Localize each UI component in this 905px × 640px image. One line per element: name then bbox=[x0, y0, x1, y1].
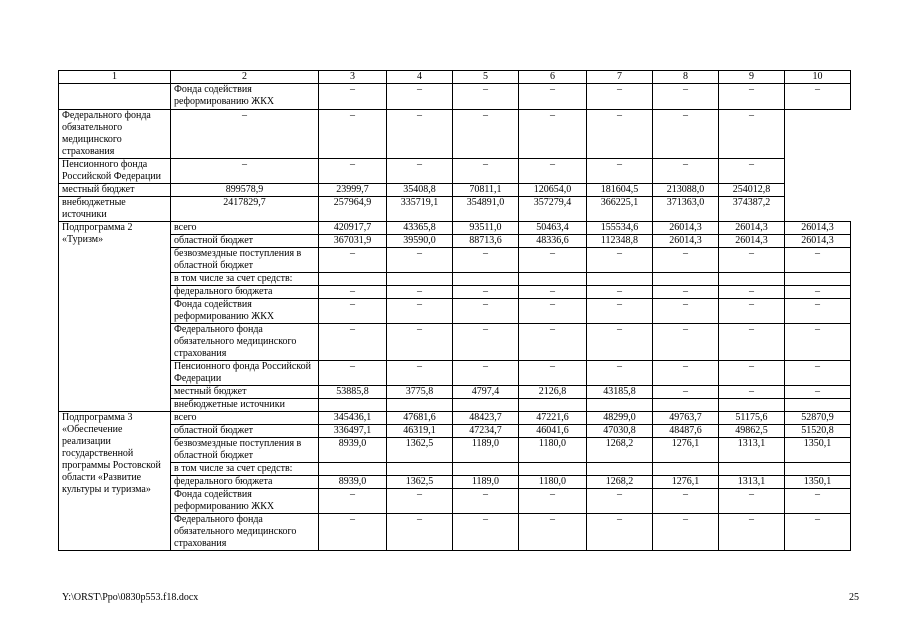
subprogram-cell: Подпрограмма 2 «Туризм» bbox=[59, 222, 171, 412]
value-cell: – bbox=[387, 84, 453, 110]
table-row bbox=[59, 84, 851, 110]
value-cell bbox=[453, 399, 519, 412]
value-cell: 26014,3 bbox=[653, 222, 719, 235]
funding-source-cell: в том числе за счет средств: bbox=[171, 273, 319, 286]
funding-source-cell: Федерального фонда обязательного медицинского страхования bbox=[171, 514, 319, 551]
value-cell: – bbox=[171, 159, 319, 184]
value-cell bbox=[719, 463, 785, 476]
value-cell bbox=[453, 463, 519, 476]
value-cell: – bbox=[719, 386, 785, 399]
value-cell: 47681,6 bbox=[387, 412, 453, 425]
value-cell: – bbox=[785, 361, 851, 386]
value-cell: – bbox=[387, 110, 453, 159]
value-cell: – bbox=[519, 514, 587, 551]
value-cell bbox=[653, 463, 719, 476]
value-cell: – bbox=[519, 286, 587, 299]
value-cell: 335719,1 bbox=[387, 197, 453, 222]
value-cell: 88713,6 bbox=[453, 235, 519, 248]
value-cell: – bbox=[453, 286, 519, 299]
value-cell: – bbox=[519, 248, 587, 273]
value-cell: – bbox=[653, 286, 719, 299]
value-cell: 8939,0 bbox=[319, 476, 387, 489]
subprogram-cell: Подпрограмма 3 «Обеспечение реализации государственной программы Ростовской области «Развитие культуры и туризма» bbox=[59, 412, 171, 551]
value-cell: – bbox=[319, 84, 387, 110]
value-cell: 2417829,7 bbox=[171, 197, 319, 222]
table-row bbox=[59, 412, 851, 425]
value-cell: – bbox=[785, 84, 851, 110]
value-cell bbox=[719, 273, 785, 286]
value-cell: 26014,3 bbox=[719, 235, 785, 248]
value-cell: 48336,6 bbox=[519, 235, 587, 248]
value-cell bbox=[653, 399, 719, 412]
value-cell: 47030,8 bbox=[587, 425, 653, 438]
table-row bbox=[59, 476, 851, 489]
value-cell: 371363,0 bbox=[653, 197, 719, 222]
value-cell: – bbox=[453, 324, 519, 361]
value-cell: 1313,1 bbox=[719, 438, 785, 463]
funding-source-cell: Фонда содействия реформированию ЖКХ bbox=[171, 489, 319, 514]
value-cell: – bbox=[719, 361, 785, 386]
value-cell bbox=[319, 273, 387, 286]
value-cell: 4797,4 bbox=[453, 386, 519, 399]
table-body bbox=[59, 71, 851, 551]
value-cell: 35408,8 bbox=[387, 184, 453, 197]
value-cell: – bbox=[319, 361, 387, 386]
value-cell: – bbox=[719, 84, 785, 110]
value-cell: – bbox=[453, 299, 519, 324]
value-cell: 1180,0 bbox=[519, 438, 587, 463]
value-cell: 213088,0 bbox=[653, 184, 719, 197]
value-cell: – bbox=[785, 514, 851, 551]
value-cell: 1189,0 bbox=[453, 476, 519, 489]
value-cell: – bbox=[453, 159, 519, 184]
value-cell: – bbox=[785, 386, 851, 399]
funding-source-cell: Федерального фонда обязательного медицинского страхования bbox=[59, 110, 171, 159]
funding-source-cell: областной бюджет bbox=[171, 235, 319, 248]
value-cell: 367031,9 bbox=[319, 235, 387, 248]
value-cell: 46041,6 bbox=[519, 425, 587, 438]
header-row bbox=[59, 71, 851, 84]
funding-source-cell: внебюджетные источники bbox=[171, 399, 319, 412]
value-cell: – bbox=[587, 324, 653, 361]
value-cell bbox=[587, 399, 653, 412]
value-cell: – bbox=[519, 159, 587, 184]
table-row bbox=[59, 184, 851, 197]
value-cell: 26014,3 bbox=[785, 235, 851, 248]
value-cell: – bbox=[453, 84, 519, 110]
value-cell bbox=[519, 399, 587, 412]
value-cell: – bbox=[319, 324, 387, 361]
value-cell: 48423,7 bbox=[453, 412, 519, 425]
table-row bbox=[59, 273, 851, 286]
value-cell: – bbox=[719, 248, 785, 273]
value-cell: – bbox=[719, 299, 785, 324]
value-cell: – bbox=[587, 299, 653, 324]
value-cell: 181604,5 bbox=[587, 184, 653, 197]
value-cell: 52870,9 bbox=[785, 412, 851, 425]
value-cell: – bbox=[719, 159, 785, 184]
value-cell: – bbox=[653, 324, 719, 361]
funding-source-cell: Федерального фонда обязательного медицинского страхования bbox=[171, 324, 319, 361]
value-cell: 1350,1 bbox=[785, 476, 851, 489]
value-cell: – bbox=[587, 286, 653, 299]
value-cell: – bbox=[653, 248, 719, 273]
value-cell: 155534,6 bbox=[587, 222, 653, 235]
table-row bbox=[59, 197, 851, 222]
value-cell: – bbox=[453, 110, 519, 159]
header-cell: 6 bbox=[519, 71, 587, 84]
value-cell: – bbox=[453, 489, 519, 514]
value-cell: – bbox=[785, 248, 851, 273]
value-cell: – bbox=[587, 84, 653, 110]
value-cell: 43365,8 bbox=[387, 222, 453, 235]
value-cell: 374387,2 bbox=[719, 197, 785, 222]
value-cell bbox=[387, 273, 453, 286]
value-cell: – bbox=[653, 489, 719, 514]
value-cell: – bbox=[387, 489, 453, 514]
value-cell: – bbox=[453, 248, 519, 273]
table-row bbox=[59, 386, 851, 399]
value-cell: 26014,3 bbox=[653, 235, 719, 248]
value-cell: 1180,0 bbox=[519, 476, 587, 489]
value-cell: 1350,1 bbox=[785, 438, 851, 463]
value-cell: – bbox=[319, 159, 387, 184]
table-row bbox=[59, 235, 851, 248]
page-number: 25 bbox=[849, 592, 859, 603]
value-cell: 366225,1 bbox=[587, 197, 653, 222]
value-cell: 1313,1 bbox=[719, 476, 785, 489]
budget-table bbox=[58, 70, 851, 551]
value-cell: 43185,8 bbox=[587, 386, 653, 399]
value-cell: 26014,3 bbox=[719, 222, 785, 235]
value-cell: 420917,7 bbox=[319, 222, 387, 235]
value-cell bbox=[519, 463, 587, 476]
value-cell: – bbox=[387, 286, 453, 299]
value-cell: – bbox=[785, 324, 851, 361]
value-cell bbox=[387, 399, 453, 412]
value-cell bbox=[453, 273, 519, 286]
value-cell bbox=[319, 399, 387, 412]
funding-source-cell: безвозмездные поступления в областной бюджет bbox=[171, 438, 319, 463]
value-cell: – bbox=[319, 514, 387, 551]
value-cell: 93511,0 bbox=[453, 222, 519, 235]
value-cell: – bbox=[785, 299, 851, 324]
value-cell: 345436,1 bbox=[319, 412, 387, 425]
funding-source-cell: Пенсионного фонда Российской Федерации bbox=[59, 159, 171, 184]
value-cell: 1362,5 bbox=[387, 438, 453, 463]
value-cell: 50463,4 bbox=[519, 222, 587, 235]
table-row bbox=[59, 324, 851, 361]
value-cell bbox=[785, 463, 851, 476]
funding-source-cell: безвозмездные поступления в областной бюджет bbox=[171, 248, 319, 273]
value-cell: 257964,9 bbox=[319, 197, 387, 222]
value-cell: – bbox=[653, 299, 719, 324]
table-row bbox=[59, 514, 851, 551]
value-cell: 39590,0 bbox=[387, 235, 453, 248]
value-cell: – bbox=[587, 159, 653, 184]
value-cell: 48487,6 bbox=[653, 425, 719, 438]
table-row bbox=[59, 110, 851, 159]
table-row bbox=[59, 463, 851, 476]
value-cell: – bbox=[319, 299, 387, 324]
funding-source-cell: Фонда содействия реформированию ЖКХ bbox=[171, 84, 319, 110]
value-cell: 1268,2 bbox=[587, 476, 653, 489]
value-cell: – bbox=[387, 248, 453, 273]
value-cell: – bbox=[319, 248, 387, 273]
value-cell: 70811,1 bbox=[453, 184, 519, 197]
value-cell: – bbox=[587, 110, 653, 159]
value-cell: 26014,3 bbox=[785, 222, 851, 235]
value-cell: 8939,0 bbox=[319, 438, 387, 463]
value-cell: – bbox=[785, 286, 851, 299]
header-cell: 7 bbox=[587, 71, 653, 84]
value-cell: – bbox=[653, 110, 719, 159]
funding-source-cell: всего bbox=[171, 412, 319, 425]
value-cell bbox=[653, 273, 719, 286]
value-cell: 899578,9 bbox=[171, 184, 319, 197]
value-cell: 51175,6 bbox=[719, 412, 785, 425]
funding-source-cell: федерального бюджета bbox=[171, 286, 319, 299]
value-cell: 23999,7 bbox=[319, 184, 387, 197]
table-row bbox=[59, 248, 851, 273]
funding-source-cell: местный бюджет bbox=[59, 184, 171, 197]
value-cell: – bbox=[587, 361, 653, 386]
value-cell: – bbox=[519, 110, 587, 159]
value-cell: 112348,8 bbox=[587, 235, 653, 248]
header-cell: 1 bbox=[59, 71, 171, 84]
value-cell: – bbox=[719, 110, 785, 159]
value-cell: 49862,5 bbox=[719, 425, 785, 438]
value-cell: – bbox=[319, 489, 387, 514]
funding-source-cell: местный бюджет bbox=[171, 386, 319, 399]
value-cell: 49763,7 bbox=[653, 412, 719, 425]
value-cell: 53885,8 bbox=[319, 386, 387, 399]
funding-source-cell: Пенсионного фонда Российской Федерации bbox=[171, 361, 319, 386]
value-cell: – bbox=[653, 361, 719, 386]
value-cell bbox=[319, 463, 387, 476]
value-cell: 3775,8 bbox=[387, 386, 453, 399]
value-cell: – bbox=[519, 361, 587, 386]
table-row bbox=[59, 286, 851, 299]
header-cell: 9 bbox=[719, 71, 785, 84]
value-cell: – bbox=[653, 84, 719, 110]
value-cell bbox=[587, 463, 653, 476]
header-cell: 5 bbox=[453, 71, 519, 84]
value-cell bbox=[719, 399, 785, 412]
table-row bbox=[59, 361, 851, 386]
value-cell: 120654,0 bbox=[519, 184, 587, 197]
value-cell: 336497,1 bbox=[319, 425, 387, 438]
value-cell: – bbox=[519, 489, 587, 514]
value-cell: 51520,8 bbox=[785, 425, 851, 438]
value-cell bbox=[387, 463, 453, 476]
table-row bbox=[59, 438, 851, 463]
value-cell: – bbox=[653, 514, 719, 551]
value-cell bbox=[519, 273, 587, 286]
value-cell: 357279,4 bbox=[519, 197, 587, 222]
value-cell: 48299,0 bbox=[587, 412, 653, 425]
value-cell: – bbox=[453, 361, 519, 386]
value-cell: – bbox=[171, 110, 319, 159]
value-cell bbox=[785, 273, 851, 286]
funding-source-cell: областной бюджет bbox=[171, 425, 319, 438]
subprogram-cell bbox=[59, 84, 171, 110]
value-cell: – bbox=[653, 159, 719, 184]
value-cell: 46319,1 bbox=[387, 425, 453, 438]
value-cell: – bbox=[519, 84, 587, 110]
table-row bbox=[59, 299, 851, 324]
value-cell: – bbox=[387, 514, 453, 551]
funding-source-cell: федерального бюджета bbox=[171, 476, 319, 489]
table-row bbox=[59, 489, 851, 514]
value-cell bbox=[587, 273, 653, 286]
table-row bbox=[59, 399, 851, 412]
value-cell: – bbox=[785, 489, 851, 514]
value-cell: – bbox=[453, 514, 519, 551]
header-cell: 4 bbox=[387, 71, 453, 84]
funding-source-cell: всего bbox=[171, 222, 319, 235]
value-cell: – bbox=[587, 248, 653, 273]
value-cell: 2126,8 bbox=[519, 386, 587, 399]
value-cell: 354891,0 bbox=[453, 197, 519, 222]
value-cell bbox=[785, 399, 851, 412]
header-cell: 8 bbox=[653, 71, 719, 84]
value-cell: – bbox=[719, 514, 785, 551]
funding-source-cell: внебюджетные источники bbox=[59, 197, 171, 222]
value-cell: – bbox=[653, 386, 719, 399]
table-row bbox=[59, 159, 851, 184]
value-cell: – bbox=[387, 159, 453, 184]
table-row bbox=[59, 222, 851, 235]
footer-file-path: Y:\ORST\Ppo\0830p553.f18.docx bbox=[62, 592, 199, 603]
value-cell: 1362,5 bbox=[387, 476, 453, 489]
value-cell: – bbox=[587, 489, 653, 514]
value-cell: – bbox=[719, 324, 785, 361]
header-cell: 2 bbox=[171, 71, 319, 84]
table-row bbox=[59, 425, 851, 438]
value-cell: – bbox=[519, 324, 587, 361]
value-cell: 1276,1 bbox=[653, 438, 719, 463]
header-cell: 3 bbox=[319, 71, 387, 84]
value-cell: 1189,0 bbox=[453, 438, 519, 463]
funding-source-cell: в том числе за счет средств: bbox=[171, 463, 319, 476]
header-cell: 10 bbox=[785, 71, 851, 84]
value-cell: – bbox=[387, 299, 453, 324]
value-cell: – bbox=[387, 324, 453, 361]
value-cell: – bbox=[519, 299, 587, 324]
value-cell: – bbox=[719, 489, 785, 514]
value-cell: 254012,8 bbox=[719, 184, 785, 197]
value-cell: – bbox=[719, 286, 785, 299]
value-cell: 1276,1 bbox=[653, 476, 719, 489]
value-cell: 47234,7 bbox=[453, 425, 519, 438]
value-cell: 47221,6 bbox=[519, 412, 587, 425]
value-cell: – bbox=[319, 110, 387, 159]
value-cell: – bbox=[319, 286, 387, 299]
value-cell: – bbox=[587, 514, 653, 551]
value-cell: – bbox=[387, 361, 453, 386]
funding-source-cell: Фонда содействия реформированию ЖКХ bbox=[171, 299, 319, 324]
value-cell: 1268,2 bbox=[587, 438, 653, 463]
